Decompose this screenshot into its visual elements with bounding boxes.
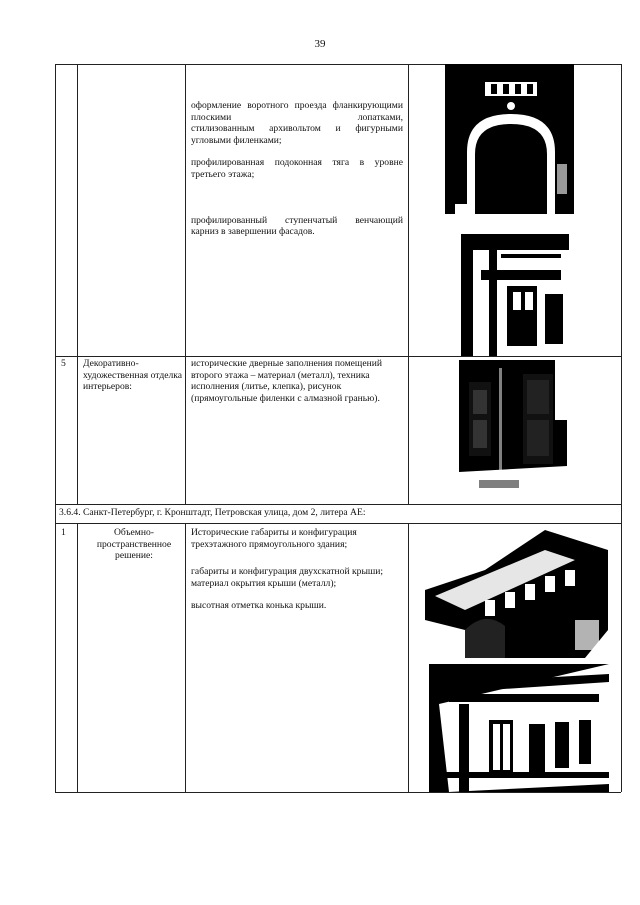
- row-number: 5: [61, 358, 66, 369]
- row-divider: [55, 356, 621, 357]
- column-divider: [185, 523, 186, 792]
- table-bottom-border: [55, 792, 621, 793]
- paragraph-gate-decor-line: оформление воротного проезда фланкирующими плоскими лопатками,: [191, 100, 403, 123]
- column-divider: [77, 64, 78, 504]
- table-right-border: [621, 64, 622, 792]
- paragraph-building-dimensions: Исторические габариты и конфигурация трехэтажного прямоугольного здания;: [191, 527, 357, 550]
- row-divider: [55, 523, 621, 524]
- element-name: Декоративно-художественная отделка интерьеров:: [83, 358, 183, 393]
- row-divider: [55, 504, 621, 505]
- column-divider: [77, 523, 78, 792]
- photo-building-roof: [425, 530, 608, 658]
- column-divider: [408, 64, 409, 504]
- paragraph-ridge-height: высотная отметка конька крыши.: [191, 600, 327, 612]
- paragraph-sill-band: третьего этажа;: [191, 168, 255, 180]
- element-name: Объемно-пространственное решение:: [96, 527, 172, 562]
- paragraph-sill-band-line: профилированная подоконная тяга в уровне: [191, 157, 403, 169]
- photo-interior-door: [459, 360, 567, 504]
- paragraph-cornice-line: профилированный ступенчатый венчающий: [191, 214, 403, 226]
- paragraph-cornice: карниз в завершении фасадов.: [191, 226, 315, 238]
- page-number: 39: [314, 38, 326, 50]
- table-left-border: [55, 64, 56, 792]
- paragraph-roof-dimensions: габариты и конфигурация двухскатной крыши;: [191, 566, 384, 578]
- paragraph-roof-material: материал окрытия крыши (металл);: [191, 577, 337, 589]
- description-cell: [191, 100, 403, 238]
- photo-facade-cornice: [461, 234, 569, 356]
- monument-subject-table: [55, 64, 621, 792]
- photo-gate-arch: [445, 64, 574, 214]
- description-cell: [191, 527, 403, 612]
- column-divider: [185, 64, 186, 504]
- photo-building-facade: [429, 664, 609, 792]
- column-divider: [408, 523, 409, 792]
- description-cell: исторические дверные заполнения помещений второго этажа – материал (металл), техника исполнения (литье, клепка), рисунок (прямоугольные филенки с алмазной гранью).: [191, 358, 382, 404]
- paragraph-gate-decor: стилизованным архивольтом и фигурными угловыми филенками;: [191, 123, 403, 146]
- section-heading: 3.6.4. Санкт-Петербург, г. Кронштадт, Петровская улица, дом 2, литера АЕ:: [59, 507, 366, 518]
- row-number: 1: [61, 527, 66, 538]
